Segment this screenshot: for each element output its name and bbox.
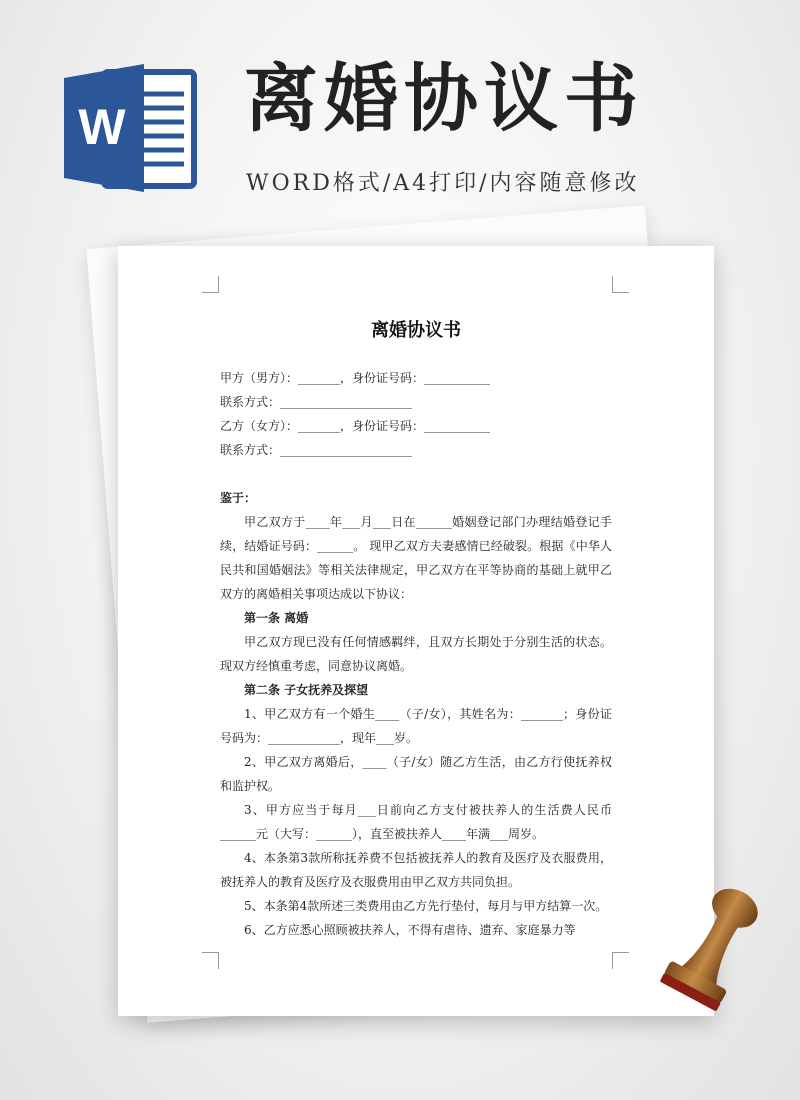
article-2-clause-1: 1、甲乙双方有一个婚生____（子/女），其姓名为：_______；身份证号码为：____________，现年___岁。 [220, 707, 612, 745]
party-b-contact: 联系方式：______________________ [220, 443, 413, 457]
party-b-line: 乙方（女方）：_______，身份证号码：___________ [220, 419, 491, 433]
banner-subtitle: WORD格式/A4打印/内容随意修改 [246, 171, 640, 196]
word-icon [64, 64, 198, 192]
preamble-paragraph: 甲乙双方于____年___月___日在______婚姻登记部门办理结婚登记手续，结婚证号码：______。 现甲乙双方夫妻感情已经破裂。根据《中华人民共和国婚姻法》等相关法律规定，甲乙双方在平等协商的基础上就甲乙双方的离婚相关事项达成以下协议： [220, 515, 612, 601]
article-2-clause-5: 5、本条第4款所述三类费用由乙方先行垫付，每月与甲方结算一次。 [244, 899, 608, 913]
article-2-clause-4: 4、本条第3款所称抚养费不包括被抚养人的教育及医疗及衣服费用，被抚养人的教育及医疗及衣服费用由甲乙双方共同负担。 [220, 851, 612, 889]
party-a-contact: 联系方式：______________________ [220, 395, 413, 409]
article-2-clause-3: 3、甲方应当于每月___日前向乙方支付被扶养人的生活费人民币______元（大写：______），直至被扶养人____年满___周岁。 [220, 803, 612, 841]
svg-text:W: W [78, 99, 126, 155]
article-1-paragraph: 甲乙双方现已没有任何情感羁绊，且双方长期处于分别生活的状态。现双方经慎重考虑，同意协议离婚。 [220, 635, 612, 673]
document-page [118, 246, 714, 1016]
document-body [220, 366, 612, 942]
margin-mark-top-right [612, 276, 629, 293]
document-title: 离婚协议书 [371, 320, 461, 341]
article-1-heading: 第一条 离婚 [244, 611, 309, 625]
article-2-clause-2: 2、甲乙双方离婚后，____（子/女）随乙方生活，由乙方行使抚养权和监护权。 [220, 755, 612, 793]
margin-mark-bottom-right [612, 952, 629, 969]
whereas-heading: 鉴于： [220, 491, 257, 505]
article-2-heading: 第二条 子女抚养及探望 [244, 683, 369, 697]
article-2-clause-6: 6、乙方应悉心照顾被扶养人，不得有虐待、遗弃、家庭暴力等 [244, 923, 576, 937]
party-a-line: 甲方（男方）：_______，身份证号码：___________ [220, 371, 491, 385]
margin-mark-bottom-left [202, 952, 219, 969]
stamp-icon [650, 880, 770, 1030]
margin-mark-top-left [202, 276, 219, 293]
banner-title: 离婚协议书 [244, 56, 644, 142]
